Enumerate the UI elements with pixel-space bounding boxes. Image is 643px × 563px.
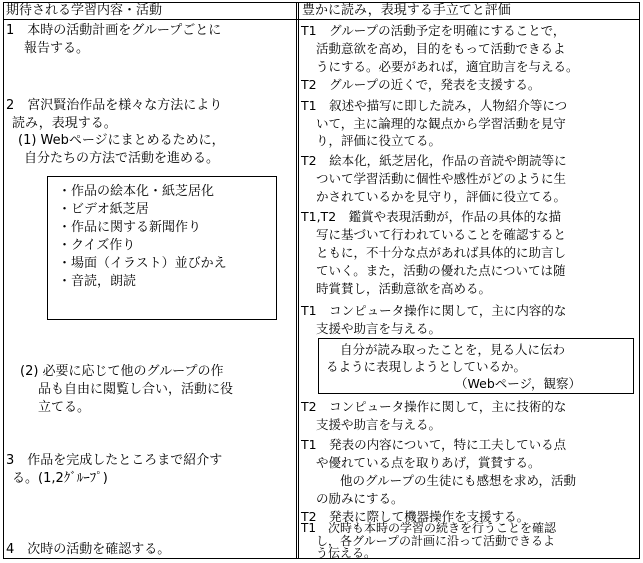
right-r7-line2: 支援や助言を与える。 <box>316 417 442 432</box>
right-r1-line3: うにする。必要があれば，適宜助言を与える。 <box>316 59 579 74</box>
method-item: ・作品に関する新聞作り <box>58 220 202 235</box>
right-r8-line1: T1 発表の内容について，特に工夫している点 <box>301 437 567 452</box>
right-r9-line2: の励みにする。 <box>316 491 404 506</box>
column-divider <box>296 2 297 559</box>
right-r5-line2: 写に基づいて行われていることを確認すると <box>316 227 567 242</box>
left-step1-line2: 報告する。 <box>24 41 90 56</box>
right-r7-line1: T2 コンピュータ操作に関して，主に技術的な <box>301 399 567 414</box>
evaluation-line3: （Webページ，観察） <box>455 376 582 391</box>
left-step3-line1: 3 作品を完成したところまで紹介す <box>6 453 223 468</box>
right-r10: T2 発表に際して機器操作を支援する。 <box>301 509 530 524</box>
left-step2-line1: 2 宮沢賢治作品を様々な方法により <box>6 98 223 113</box>
right-r4-line2: ついて学習活動に個性や感性がどのように生 <box>316 171 567 186</box>
column-divider-inner <box>298 2 299 559</box>
right-r4-line3: かされているかを見守り，評価に役立てる。 <box>316 189 567 204</box>
method-item: ・場面（イラスト）並びかえ <box>58 256 227 271</box>
evaluation-line1: 自分が読み取ったことを，見る人に伝わ <box>340 342 566 357</box>
method-item: ・作品の絵本化・紙芝居化 <box>58 184 215 199</box>
right-r9-line1: 他のグループの生徒にも感想を求め，活動 <box>340 473 577 488</box>
right-r5-line3: ともに，不十分な点があれば具体的に助言し <box>316 245 567 260</box>
method-item: ・ビデオ紙芝居 <box>58 202 149 217</box>
left-step2-2-line2: 品も自由に閲覧し合い，活動に役 <box>38 382 234 397</box>
left-step1-line1: 1 本時の活動計画をグループごとに <box>6 23 222 38</box>
right-r5-line1: T1,T2 鑑賞や表現活動が，作品の具体的な描 <box>301 209 562 224</box>
right-r6-line1: T1 コンピュータ操作に関して，主に内容的な <box>301 303 567 318</box>
right-r3-line3: り，評価に役立てる。 <box>316 133 442 148</box>
header-left: 期待される学習内容・活動 <box>6 3 163 18</box>
method-item: ・音読，朗読 <box>58 274 137 289</box>
left-step2-1-line2: 自分たちの方法で活動を進める。 <box>24 151 220 166</box>
left-step2-line2: 読み，表現する。 <box>12 116 117 131</box>
right-r3-line2: いて，主に論理的な観点から学習活動を見守 <box>316 116 566 131</box>
evaluation-line2: るように表現しようとしているか。 <box>326 359 527 374</box>
left-step2-2-line3: 立てる。 <box>38 400 91 415</box>
header-right: 豊かに読み，表現する手立てと評価 <box>302 3 511 18</box>
header-divider <box>3 19 640 20</box>
right-r11-line2: し，各グループの計画に沿って活動できるよ <box>316 534 556 548</box>
right-r1-line2: 活動意欲を高め，目的をもって活動できるよ <box>316 41 566 56</box>
right-r5-line5: 時賞賛し，活動意欲を高める。 <box>316 281 492 296</box>
right-r1-line1: T1 グループの活動予定を明確にすることで， <box>301 23 566 38</box>
right-r6-line2: 支援や助言を与える。 <box>316 321 442 336</box>
right-r5-line4: ていく。また，活動の優れた点については随 <box>316 263 566 278</box>
left-step3-line2: る。(1,2ｸﾞﾙｰﾌﾟ) <box>12 471 108 486</box>
right-r11-line3: う伝える。 <box>316 546 377 560</box>
left-step2-2-line1: (2) 必要に応じて他のグループの作 <box>20 364 224 379</box>
right-r4-line1: T2 絵本化，紙芝居化，作品の音読や朗読等に <box>301 153 567 168</box>
method-item: ・クイズ作り <box>58 238 136 253</box>
left-step4: 4 次時の活動を確認する。 <box>6 542 171 557</box>
right-r2: T2 グループの近くで，発表を支援する。 <box>301 77 541 92</box>
right-r3-line1: T1 叙述や描写に即した読み，人物紹介等につ <box>301 98 568 113</box>
right-r8-line2: や優れている点を取りあげ，賞賛する。 <box>316 455 541 470</box>
left-step2-1-line1: (1) Webページにまとめるために， <box>18 133 225 148</box>
right-r11-line1: T1 次時も本時の学習の続きを行うことを確認 <box>301 521 556 535</box>
